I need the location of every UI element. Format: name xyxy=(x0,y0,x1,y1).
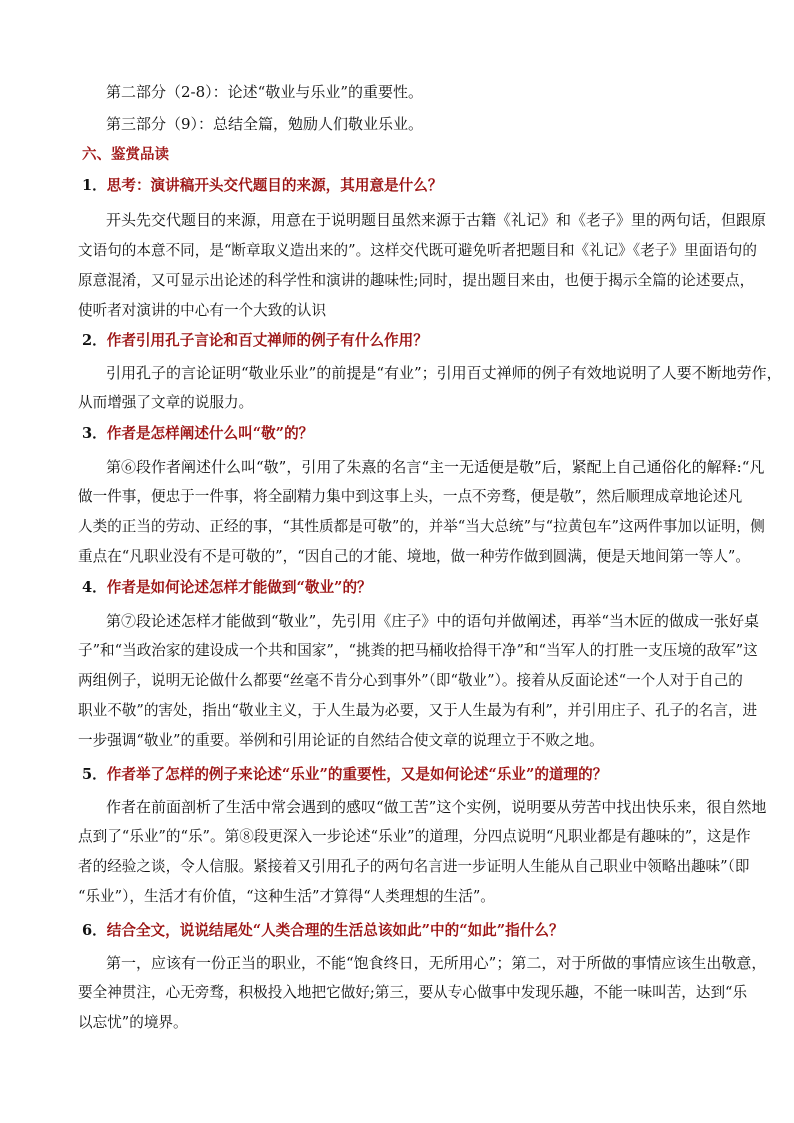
question-1 xyxy=(82,176,442,196)
answer-line: 第⑥段作者阐述什么叫“敬”，引用了朱熹的名言“主一无适便是敬”后，紧配上自己通俗化的解释:“凡 xyxy=(106,458,765,476)
question-number: 1． xyxy=(82,177,107,194)
answer-line: 使听者对演讲的中心有一个大致的认识 xyxy=(78,302,327,319)
question-3 xyxy=(82,424,313,444)
answer-line: 职业不敬”的害处，指出“敬业主义，于人生最为必要，又于人生最为有利”，并引用庄子、孔子的名言，进 xyxy=(78,702,758,719)
question-number: 3． xyxy=(82,425,107,442)
answer-line: 人类的正当的劳动、正经的事，“其性质都是可敬”的，并举“当大总统”与“拉黄包车”这两件事加以证明，侧 xyxy=(78,518,765,535)
answer-line: 点到了“乐业”的“乐”。第⑧段更深入一步论述“乐业”的道理，分四点说明“凡职业都是有趣味的”，这是作 xyxy=(78,828,751,845)
structure-part-three: 第三部分（9）：总结全篇，勉励人们敬业乐业。 xyxy=(106,115,424,133)
question-5 xyxy=(82,765,607,785)
answer-line: 开头先交代题目的来源，用意在于说明题目虽然来源于古籍《礼记》和《老子》里的两句话，但跟原 xyxy=(106,211,767,229)
answer-line: 要全神贯注，心无旁骛，积极投入地把它做好;第三，要从专心做事中发现乐趣，不能一味叫苦，达到“乐 xyxy=(78,984,748,1001)
question-number: 4． xyxy=(82,579,107,596)
answer-line: 从而增强了文章的说服力。 xyxy=(78,394,254,411)
answer-line: 引用孔子的言论证明“敬业乐业”的前提是“有业”；引用百丈禅师的例子有效地说明了人要不断地劳作， xyxy=(106,364,782,382)
answer-line: 一步强调“敬业”的重要。举例和引用论证的自然结合使文章的说理立于不败之地。 xyxy=(78,732,604,749)
section-heading: 六、鉴赏品读 xyxy=(82,146,169,163)
answer-line: 以忘忧”的境界。 xyxy=(78,1014,188,1031)
answer-line: 者的经验之谈，令人信服。紧接着又引用孔子的两句名言进一步证明人生能从自己职业中领略出趣味”（即 xyxy=(78,858,750,875)
question-text: 结合全文，说说结尾处“人类合理的生活总该如此”中的“如此”指什么？ xyxy=(106,922,564,939)
question-text: 思考：演讲稿开头交代题目的来源，其用意是什么？ xyxy=(106,177,443,194)
answer-line: 两组例子，说明无论做什么都要“丝毫不肯分心到事外”（即“敬业”）。接着从反面论述“一个人对于自己的 xyxy=(78,672,743,689)
question-2 xyxy=(82,331,428,351)
answer-line: 子”和“当政治家的建设成一个共和国家”，“挑粪的把马桶收拾得干净”和“当军人的打胜一支压境的敌军”这 xyxy=(78,642,758,659)
question-text: 作者引用孔子言论和百丈禅师的例子有什么作用？ xyxy=(106,332,428,349)
answer-line: 第⑦段论述怎样才能做到“敬业”，先引用《庄子》中的语句并做阐述，再举“当木匠的做成一张好桌 xyxy=(106,612,760,630)
question-text: 作者举了怎样的例子来论述“乐业”的重要性，又是如何论述“乐业”的道理的？ xyxy=(106,766,608,783)
answer-line: 作者在前面剖析了生活中常会遇到的感叹“做工苦”这个实例，说明要从劳苦中找出快乐来，很自然地 xyxy=(106,798,767,816)
answer-line: 做一件事，便忠于一件事，将全副精力集中到这事上头，一点不旁骛，便是敬”，然后顺理成章地论述凡 xyxy=(78,488,743,505)
question-number: 5． xyxy=(82,766,107,783)
structure-part-two: 第二部分（2-8）：论述“敬业与乐业”的重要性。 xyxy=(106,83,423,101)
answer-line: “乐业”），生活才有价值，“这种生活”才算得“人类理想的生活”。 xyxy=(78,888,495,905)
question-text: 作者是如何论述怎样才能做到“敬业”的？ xyxy=(106,579,372,596)
question-number: 2． xyxy=(82,332,107,349)
question-6 xyxy=(82,921,564,941)
question-text: 作者是怎样阐述什么叫“敬”的？ xyxy=(106,425,314,442)
answer-line: 重点在“凡职业没有不是可敬的”，“因自己的才能、境地，做一种劳作做到圆满，便是天地间第一等人”。 xyxy=(78,548,750,565)
answer-line: 原意混淆，又可显示出论述的科学性和演讲的趣味性;同时，提出题目来由，也便于揭示全篇的论述要点， xyxy=(78,272,755,289)
answer-line: 文语句的本意不同，是“断章取义造出来的”。这样交代既可避免听者把题目和《礼记》《老子》里面语句的 xyxy=(78,242,757,259)
answer-line: 第一，应该有一份正当的职业，不能“饱食终日，无所用心”；第二，对于所做的事情应该生出敬意， xyxy=(106,954,767,972)
question-4 xyxy=(82,578,372,598)
question-number: 6． xyxy=(82,922,107,939)
